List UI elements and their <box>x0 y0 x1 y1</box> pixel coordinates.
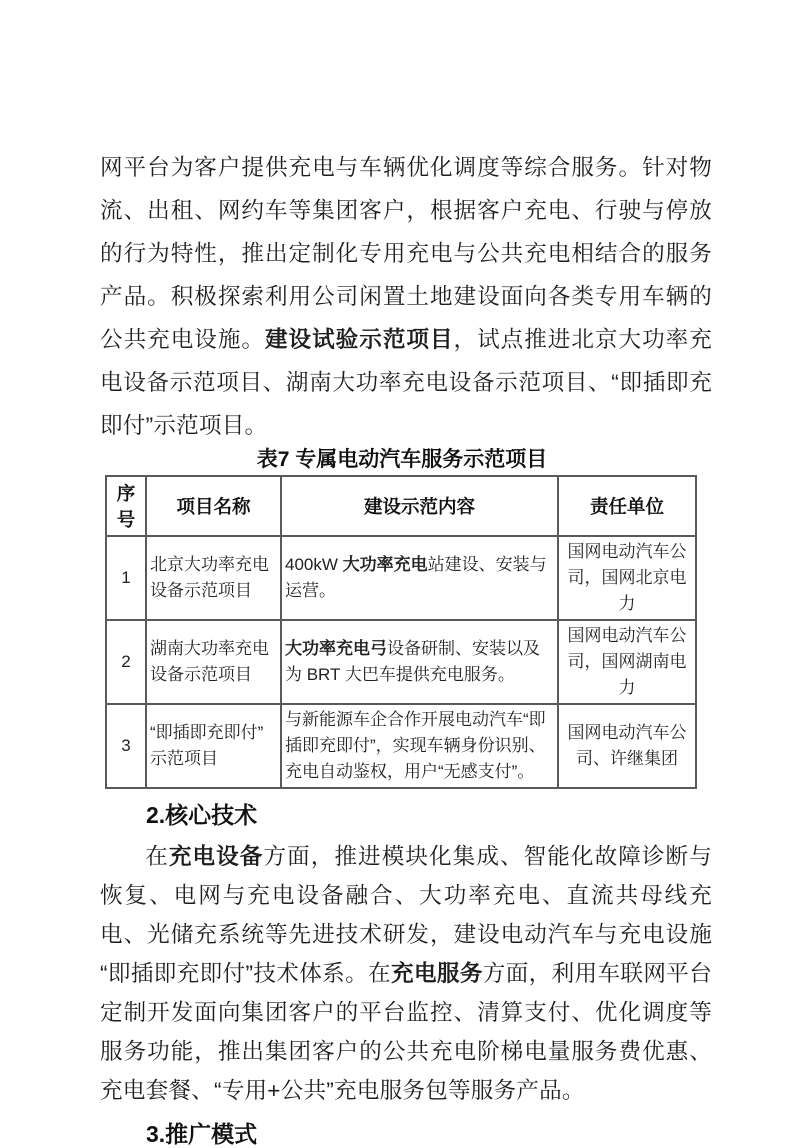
table-header-row <box>106 476 696 536</box>
col-header-content: 建设示范内容 <box>281 476 558 536</box>
table-row <box>106 536 696 620</box>
cell-project-name: 北京大功率充电设备示范项目 <box>146 536 281 620</box>
cell-content: 大功率充电弓设备研制、安装以及为 BRT 大巴车提供充电服务。 <box>281 620 558 704</box>
cell-responsible-unit: 国网电动汽车公司，国网北京电力 <box>558 536 696 620</box>
heading-promotion-model: 3.推广模式 <box>146 1121 258 1147</box>
cell-responsible-unit: 国网电动汽车公司、许继集团 <box>558 704 696 788</box>
table-row <box>106 704 696 788</box>
cell-responsible-unit: 国网电动汽车公司，国网湖南电力 <box>558 620 696 704</box>
cell-project-name: “即插即充即付”示范项目 <box>146 704 281 788</box>
cell-content: 400kW 大功率充电站建设、安装与运营。 <box>281 536 558 620</box>
paragraph-core-technology: 在充电设备方面，推进模块化集成、智能化故障诊断与恢复、电网与充电设备融合、大功率充电、直流共母线充电、光储充系统等先进技术研发，建设电动汽车与充电设施“即插即充即付”技术体系。在充电服务方面，利用车联网平台定制开发面向集团客户的平台监控、清算支付、优化调度等服务功能，推出集团客户的公共充电阶梯电量服务费优惠、充电套餐、“专用+公共”充电服务包等服务产品。 <box>100 844 712 1103</box>
cell-content: 与新能源车企合作开展电动汽车“即插即充即付”，实现车辆身份识别、充电自动鉴权，用户“无感支付”。 <box>281 704 558 788</box>
cell-index: 2 <box>106 620 146 704</box>
table7-demo-projects <box>105 475 697 789</box>
cell-index: 1 <box>106 536 146 620</box>
col-header-index: 序号 <box>106 476 146 536</box>
paragraph-charging-services: 网平台为客户提供充电与车辆优化调度等综合服务。针对物流、出租、网约车等集团客户，根据客户充电、行驶与停放的行为特性，推出定制化专用充电与公共充电相结合的服务产品。积极探索利用公司闲置土地建设面向各类专用车辆的公共充电设施。建设试验示范项目，试点推进北京大功率充电设备示范项目、湖南大功率充电设备示范项目、“即插即充即付”示范项目。 <box>100 155 712 438</box>
table-row <box>106 620 696 704</box>
cell-index: 3 <box>106 704 146 788</box>
table7-title: 表7 专属电动汽车服务示范项目 <box>256 448 548 471</box>
col-header-project-name: 项目名称 <box>146 476 281 536</box>
heading-core-technology: 2.核心技术 <box>146 802 258 828</box>
cell-project-name: 湖南大功率充电设备示范项目 <box>146 620 281 704</box>
col-header-responsible-unit: 责任单位 <box>558 476 696 536</box>
